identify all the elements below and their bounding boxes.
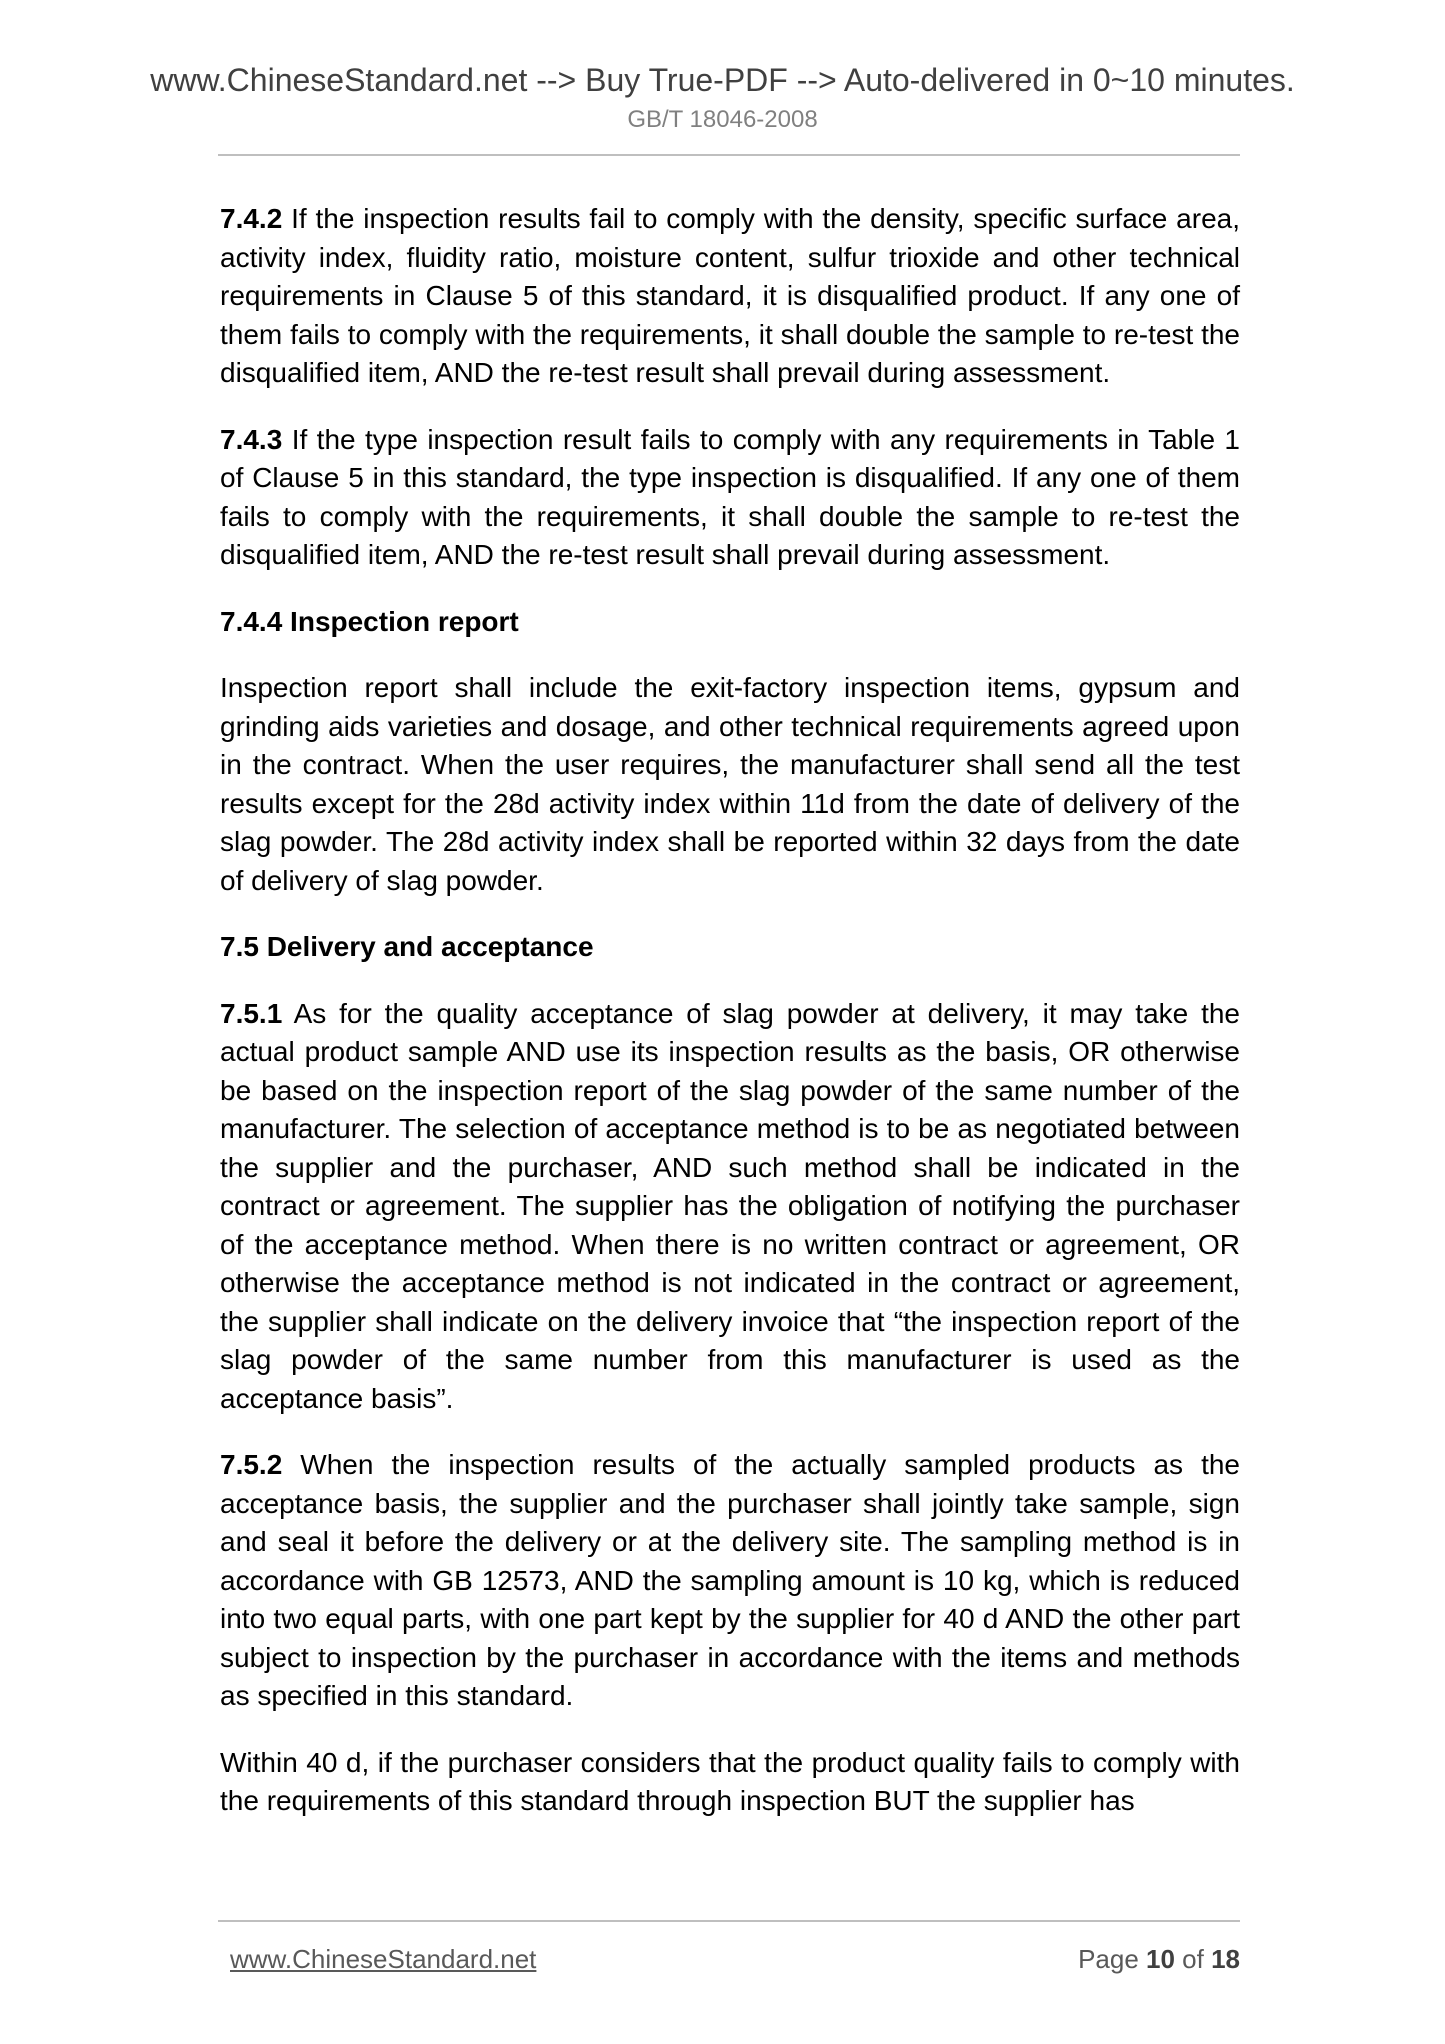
page-of: of [1174,1944,1212,1974]
page-number [1078,1942,1240,1976]
clause-7-4-2 [220,200,1240,393]
header-divider [218,154,1240,156]
paragraph-within-40d: Within 40 d, if the purchaser considers that the product quality fails to comply with the requirements of this standard through inspection BUT the supplier has [220,1746,1240,1816]
standard-code: GB/T 18046-2008 [627,106,818,133]
clause-7-5-1 [220,995,1240,1419]
clause-number: 7.5.1 [220,997,283,1029]
clause-text: When the inspection results of the actually sampled products as the acceptance basis, the supplier and the purchaser shall jointly take sample, sign and seal it before the delivery or at the delivery site. The sampling method is in accordance with GB 12573, AND the sampling amount is 10 kg, which is reduced into two equal parts, with one part kept by the supplier for 40 d AND the other part subject to inspection by the purchaser in accordance with the items and methods as specified in this standard. [220,1449,1240,1711]
clause-7-4-4-text: Inspection report shall include the exit-factory inspection items, gypsum and grinding aids varieties and dosage, and other technical requirements agreed upon in the contract. When the user requires, the manufacturer shall send all the test results except for the 28d activity index within 11d from the date of delivery of the slag powder. The 28d activity index shall be reported within 32 days from the date of delivery of slag powder. [220,672,1240,896]
clause-number: 7.5.2 [220,1449,283,1480]
page-content [220,200,1240,1849]
clause-7-4-3 [220,421,1240,575]
page-total: 18 [1211,1944,1240,1974]
clause-7-5-2 [220,1446,1240,1716]
clause-number: 7.4.2 [220,203,283,234]
clause-text: If the inspection results fail to comply with the density, specific surface area, activity index, fluidity ratio, moisture content, sulfur trioxide and other technical requirements in Clause 5 of this standard, it is disqualified product. If any one of them fails to comply with the requirements, it shall double the sample to re-test the disqualified item, AND the re-test result shall prevail during assessment. [220,203,1240,388]
page-current: 10 [1146,1944,1175,1974]
clause-number: 7.4.3 [220,423,283,455]
header-banner: www.ChineseStandard.net --> Buy True-PDF --> Auto-delivered in 0~10 minutes. [150,62,1295,98]
clause-text: If the type inspection result fails to comply with any requirements in Table 1 of Clause 5 in this standard, the type inspection is disqualified. If any one of them fails to comply with the requirements, it shall double the sample to re-test the disqualified item, AND the re-test result shall prevail during assessment. [220,423,1240,570]
heading-7-5: 7.5 Delivery and acceptance [220,931,594,962]
clause-text: As for the quality acceptance of slag powder at delivery, it may take the actual product sample AND use its inspection results as the basis, OR otherwise be based on the inspection report of the slag powder of the same number of the manufacturer. The selection of acceptance method is to be as negotiated between the supplier and the purchaser, AND such method shall be indicated in the contract or agreement. The supplier has the obligation of notifying the purchaser of the acceptance method. When there is no written contract or agreement, OR otherwise the acceptance method is not indicated in the contract or agreement, the supplier shall indicate on the delivery invoice that “the inspection report of the slag powder of the same number from this manufacturer is used as the acceptance basis”. [220,997,1240,1414]
page-prefix: Page [1078,1944,1147,1974]
heading-7-4-4: 7.4.4 Inspection report [220,605,519,637]
footer-website-link[interactable]: www.ChineseStandard.net [230,1944,537,1974]
footer-divider [218,1920,1240,1922]
